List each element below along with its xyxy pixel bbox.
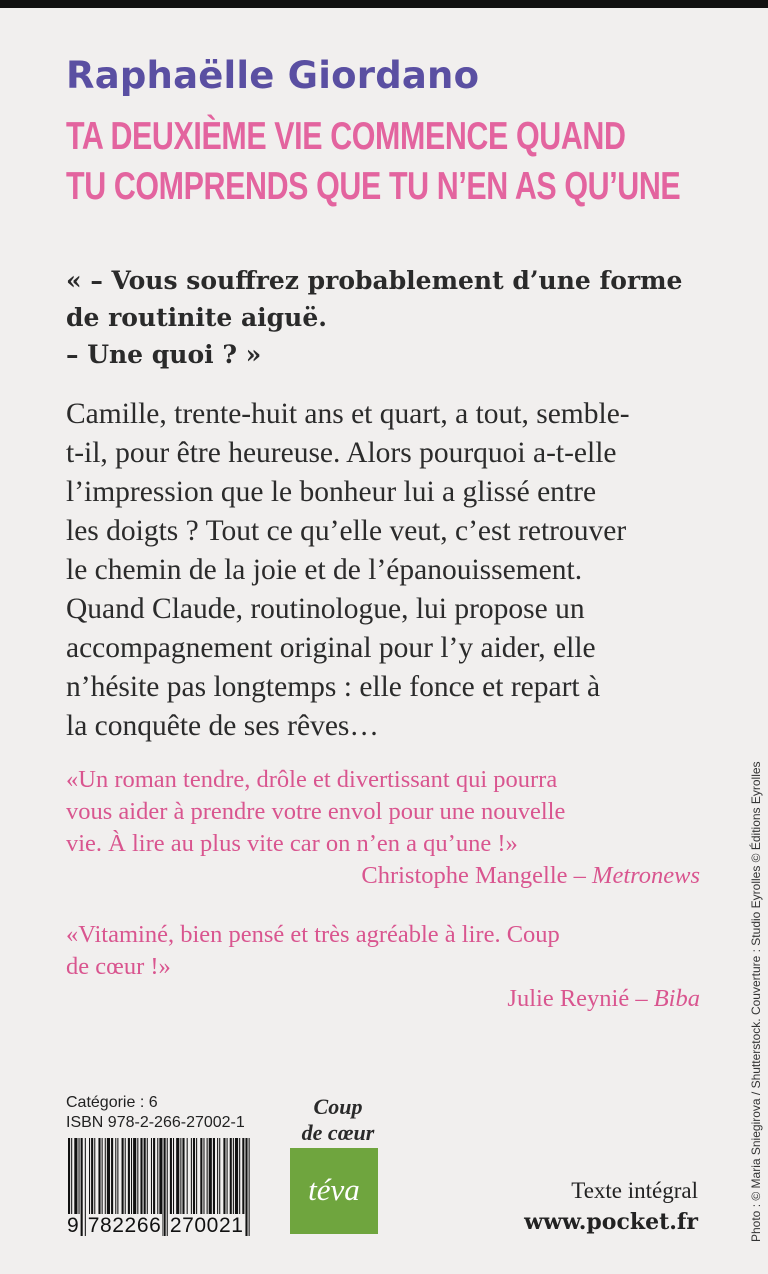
synopsis-line: Camille, trente-huit ans et quart, a tout, semble- xyxy=(66,398,630,430)
synopsis-line: les doigts ? Tout ce qu’elle veut, c’est retrouver xyxy=(66,515,627,547)
synopsis-line: le chemin de la joie et de l’épanouissement. xyxy=(66,554,583,586)
book-title xyxy=(66,112,681,212)
synopsis xyxy=(66,395,706,746)
photo-credits: Photo : © Maria Sniegirova / Shutterstock. Couverture : Studio Eyrolles © Éditions Eyrolles xyxy=(749,761,763,1242)
intro-quote xyxy=(66,262,706,373)
synopsis-line: t-il, pour être heureuse. Alors pourquoi a-t-elle xyxy=(66,437,617,469)
synopsis-line: accompagnement original pour l’y aider, elle xyxy=(66,632,596,664)
reviewer-name: Julie Reynié – xyxy=(507,985,648,1012)
review-line: vous aider à prendre votre envol pour une nouvelle xyxy=(66,798,566,825)
intro-quote-line: de routinite aiguë. xyxy=(66,303,327,332)
intro-quote-line: « – Vous souffrez probablement d’une forme xyxy=(66,266,683,295)
coup-line: de cœur xyxy=(301,1120,375,1145)
review-attribution xyxy=(66,983,700,1015)
book-meta xyxy=(66,1093,245,1133)
barcode-digit-group: 782266 xyxy=(87,1214,162,1237)
synopsis-line: la conquête de ses rêves… xyxy=(66,710,379,742)
synopsis-line: Quand Claude, routinologue, lui propose un xyxy=(66,593,585,625)
title-line: TA DEUXIÈME VIE COMMENCE QUAND xyxy=(66,115,626,158)
synopsis-line: n’hésite pas longtemps : elle fonce et repart à xyxy=(66,671,601,703)
isbn-label: ISBN 978-2-266-27002-1 xyxy=(66,1114,245,1131)
coup-de-coeur-label xyxy=(288,1094,388,1146)
barcode-digits xyxy=(66,1214,262,1238)
review-attribution xyxy=(66,860,700,892)
review-line: vie. À lire au plus vite car on n’en a qu’une !» xyxy=(66,830,518,857)
website-url: www.pocket.fr xyxy=(524,1209,698,1235)
title-line: TU COMPRENDS QUE TU N’EN AS QU’UNE xyxy=(66,165,681,208)
review-source: Metronews xyxy=(592,862,700,889)
texte-integral: Texte intégral xyxy=(571,1178,698,1203)
review-biba xyxy=(66,919,700,1015)
intro-quote-line: – Une quoi ? » xyxy=(66,340,262,369)
teva-logo-text: téva xyxy=(308,1172,360,1207)
review-line: «Vitaminé, bien pensé et très agréable à lire. Coup xyxy=(66,921,560,948)
review-line: de cœur !» xyxy=(66,953,171,980)
author-name: Raphaëlle Giordano xyxy=(66,54,480,97)
review-metronews xyxy=(66,764,700,892)
review-source: Biba xyxy=(653,985,700,1012)
barcode-digit-group: 9 xyxy=(67,1214,80,1237)
category-label: Catégorie : 6 xyxy=(66,1094,158,1111)
review-line: «Un roman tendre, drôle et divertissant qui pourra xyxy=(66,766,558,793)
teva-logo xyxy=(290,1148,378,1234)
reviewer-name: Christophe Mangelle – xyxy=(361,862,586,889)
top-edge xyxy=(0,0,768,8)
barcode-digit-group: 270021 xyxy=(169,1214,244,1237)
synopsis-line: l’impression que le bonheur lui a glissé entre xyxy=(66,476,597,508)
coup-line: Coup xyxy=(313,1094,363,1119)
